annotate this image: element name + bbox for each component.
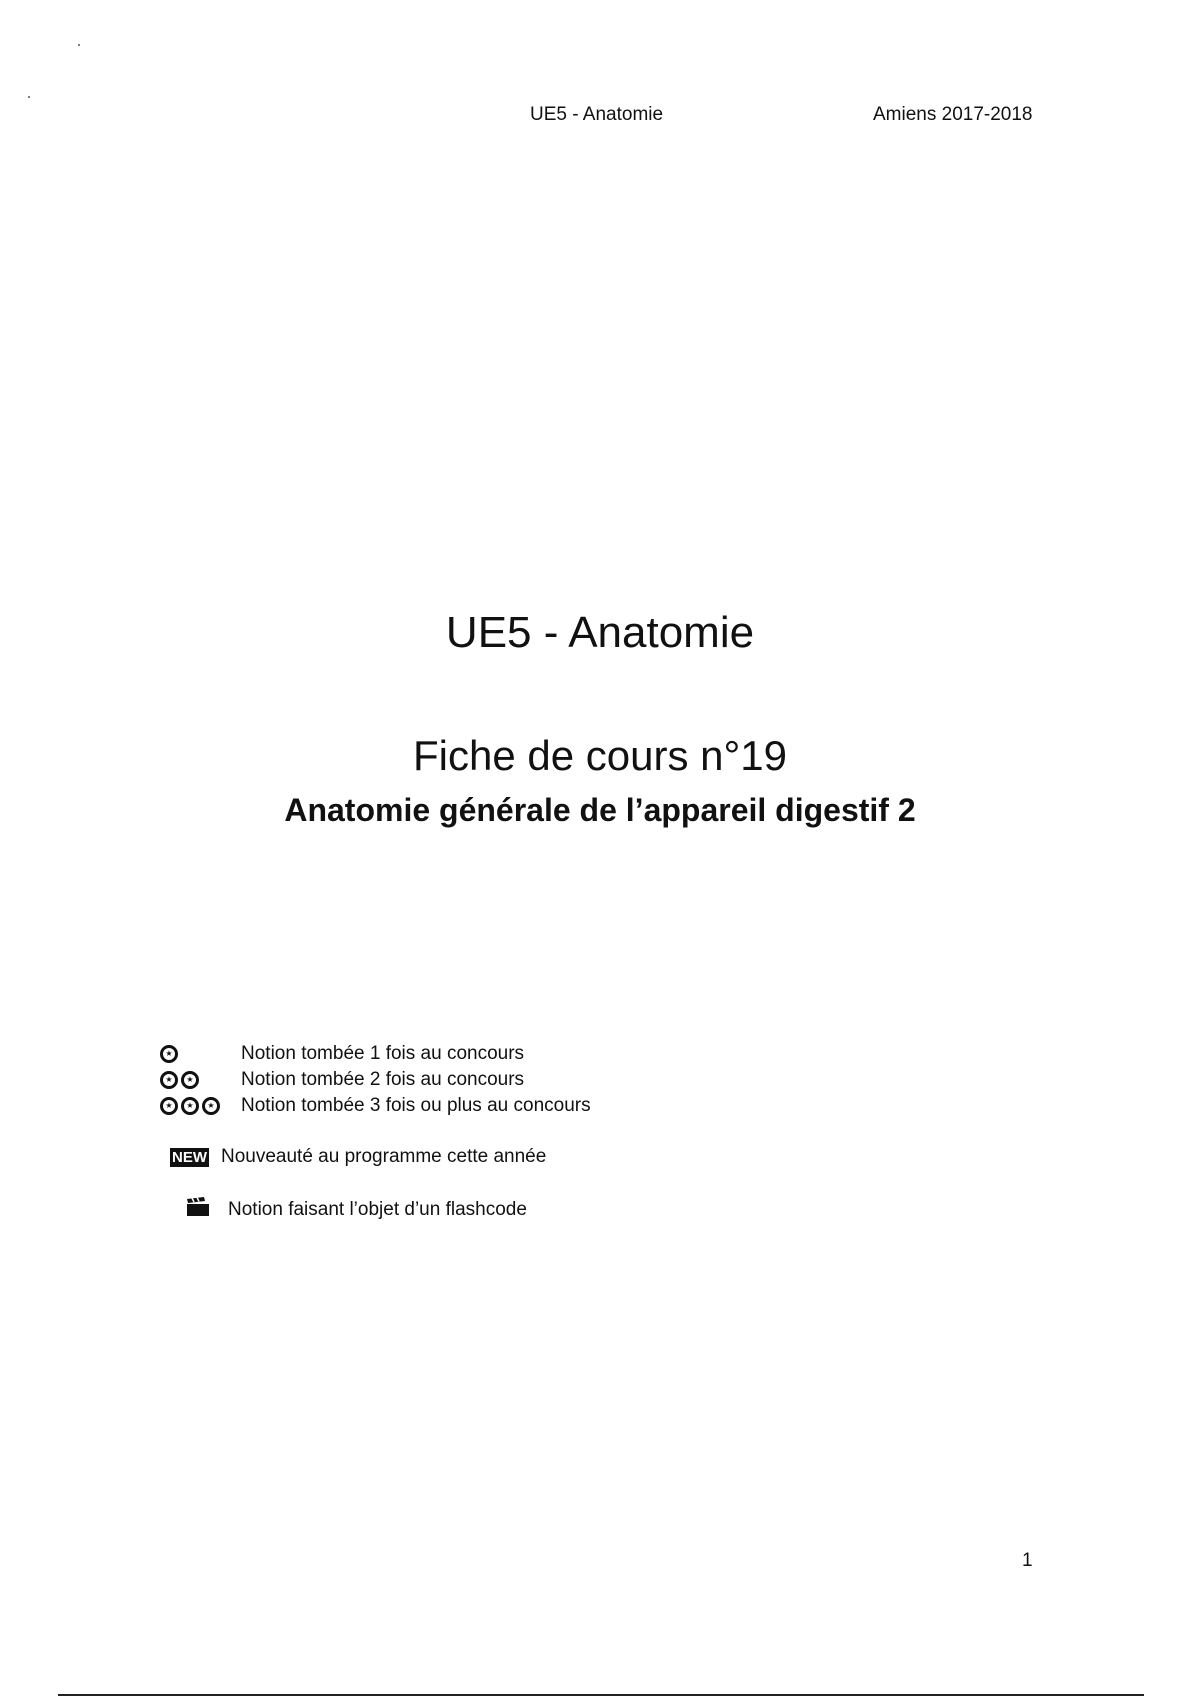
scan-speck (28, 96, 30, 98)
sheet-subtitle: Anatomie générale de l’appareil digestif 2 (284, 792, 916, 828)
header-subject: UE5 - Anatomie (530, 104, 664, 125)
legend-item-2 (160, 1069, 524, 1091)
legend-text: Notion faisant l’objet d’un flashcode (228, 1199, 527, 1220)
legend-text: Notion tombée 2 fois au concours (241, 1069, 525, 1090)
legend-text: Notion tombée 1 fois au concours (241, 1043, 525, 1064)
scan-speck (78, 44, 80, 46)
sheet-number: Fiche de cours n°19 (412, 732, 787, 779)
bottom-rule (58, 1694, 1144, 1696)
legend-item-new (170, 1146, 546, 1168)
star-3-icon: ★ ★ ★ (160, 1097, 241, 1115)
header-year: Amiens 2017-2018 (873, 104, 1033, 125)
legend-text: Nouveauté au programme cette année (221, 1146, 547, 1167)
star-1-icon: ★ (160, 1045, 241, 1063)
legend-item-1 (160, 1043, 524, 1065)
clapperboard-icon (186, 1197, 228, 1223)
star-2-icon: ★ ★ (160, 1071, 241, 1089)
legend-item-3 (160, 1095, 591, 1117)
page-title: UE5 - Anatomie (445, 608, 755, 657)
legend-item-flashcode (186, 1197, 527, 1223)
new-badge-icon: NEW (172, 1148, 207, 1166)
legend-text: Notion tombée 3 fois ou plus au concours (241, 1095, 591, 1116)
page-number: 1 (1022, 1550, 1033, 1571)
